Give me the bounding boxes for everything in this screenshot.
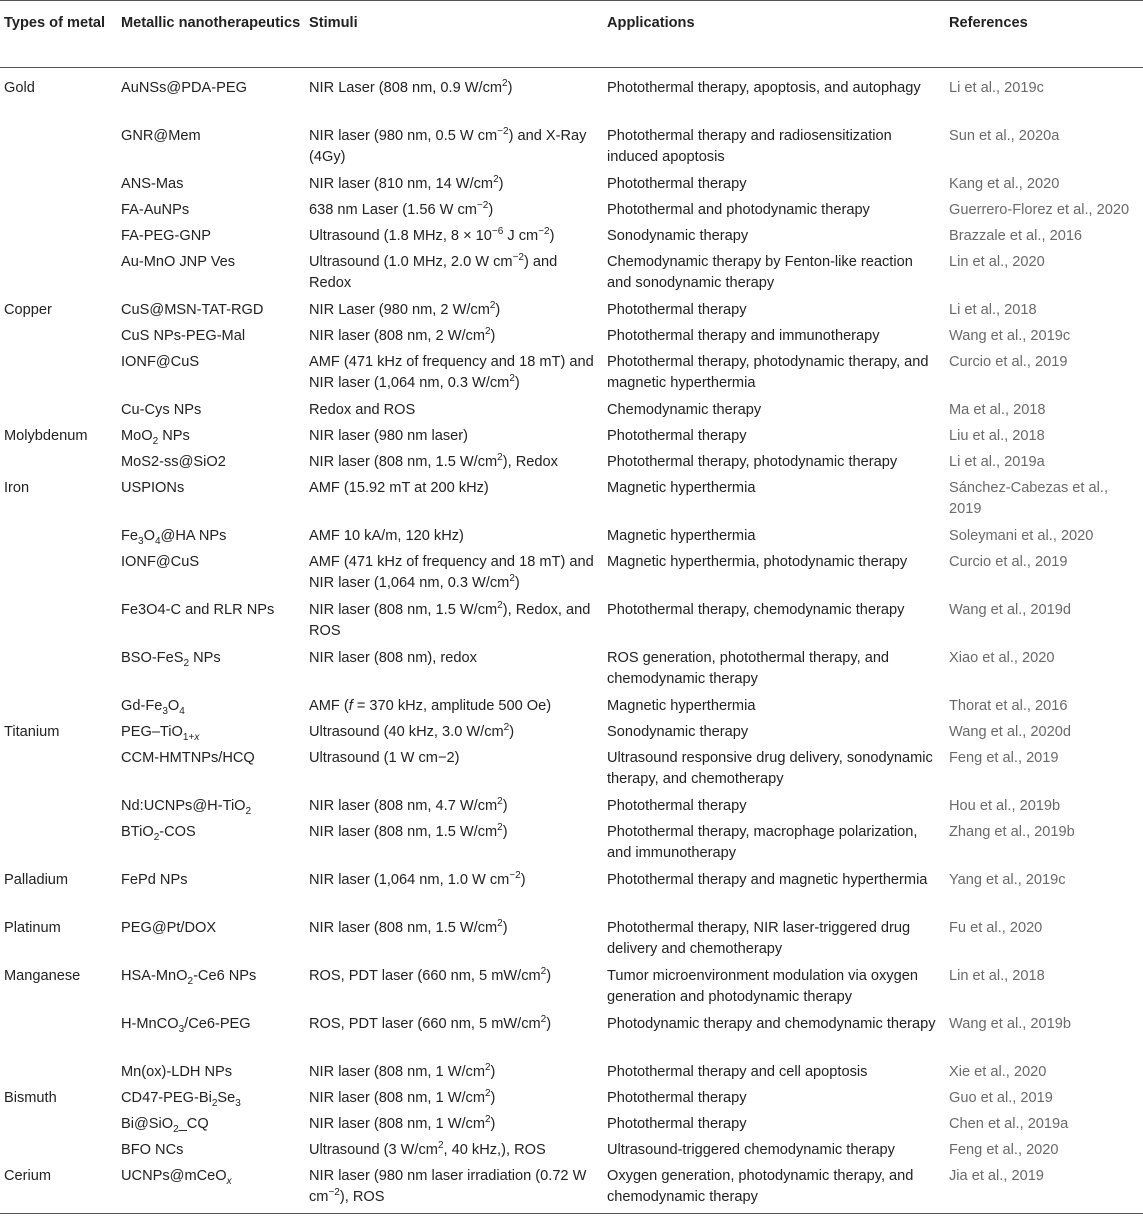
reference-cell: Guerrero-Florez et al., 2020 [949,201,1130,218]
metal-type-cell [0,452,117,478]
metal-type-cell [0,696,117,722]
table-row [0,526,1143,552]
table-header [0,1,1143,68]
table-row [0,68,1143,126]
nanotherapeutic-cell: CCM-HMTNPs/HCQ [121,749,255,766]
table-row [0,478,1143,526]
applications-cell: Photothermal therapy [607,175,747,192]
table-row [0,174,1143,200]
applications-cell: Photothermal therapy, NIR laser-triggered drug delivery and chemotherapy [607,919,911,957]
applications-cell: Photothermal therapy [607,1115,747,1132]
table-body [0,68,1143,1214]
header-metallic-nanotherapeutics: Metallic nanotherapeutics [117,1,305,68]
table-row [0,1114,1143,1140]
metal-type-cell [0,174,117,200]
table-row [0,648,1143,696]
reference-cell: Curcio et al., 2019 [949,353,1068,370]
stimuli-cell: NIR laser (980 nm laser irradiation (0.72 W $cm^{-2}$), ROS [305,1166,603,1214]
metal-type-cell: Molybdenum [4,427,88,444]
metal-type-cell [0,326,117,352]
metal-type-cell [0,796,117,822]
reference-cell: Sánchez-Cabezas et al., 2019 [949,479,1108,517]
stimuli-cell: NIR laser (980 nm, 0.5 W $cm^{-2}$) and X-Ray (4Gy) [309,125,587,165]
table-row [0,1088,1143,1114]
reference-cell: Li et al., 2019a [949,453,1045,470]
applications-cell: Tumor microenvironment modulation via oxygen generation and photodynamic therapy [607,967,918,1005]
stimuli-cell: AMF 10 kA/m, 120 kHz) [309,527,464,544]
applications-cell: ROS generation, photothermal therapy, and chemodynamic therapy [607,649,890,687]
reference-cell: Xiao et al., 2020 [949,649,1055,666]
table-row [0,452,1143,478]
nanotherapeutic-cell: H-MnCO$_3$/Ce6-PEG [121,1015,251,1035]
applications-cell: Photothermal therapy and immunotherapy [607,327,880,344]
reference-cell: Ma et al., 2018 [949,401,1046,418]
metal-type-cell [0,126,117,174]
reference-cell: Chen et al., 2019a [949,1115,1069,1132]
reference-cell: Xie et al., 2020 [949,1063,1047,1080]
metal-type-cell [0,648,117,696]
table-row [0,722,1143,748]
nanotherapeutic-cell: Nd:UCNPs@H-TiO$_2$ [121,797,252,817]
metal-type-cell [0,226,117,252]
applications-cell: Photothermal therapy [607,1089,747,1106]
stimuli-cell: Redox and ROS [309,401,416,418]
table-row [0,1166,1143,1214]
nanotherapeutic-cell: PEG–TiO$_{1+x}$ [121,723,200,743]
nanotherapeutic-cell: Cu-Cys NPs [121,401,202,418]
stimuli-cell: AMF (f = 370 kHz, amplitude 500 Oe) [309,697,552,714]
stimuli-cell: ROS, PDT laser (660 nm, 5 $mW/cm^2$) [309,1013,552,1032]
metal-type-cell: Manganese [4,967,81,984]
header-stimuli: Stimuli [305,1,603,68]
stimuli-cell: ROS, PDT laser (660 nm, 5 $mW/cm^2$) [309,965,552,984]
applications-cell: Photothermal therapy, chemodynamic therapy [607,601,905,618]
applications-cell: Ultrasound-triggered chemodynamic therapy [607,1141,895,1158]
stimuli-cell: 638 nm Laser (1.56 W $cm^{-2}$) [309,199,494,218]
applications-cell: Photothermal therapy and magnetic hyperthermia [607,871,928,888]
table-row [0,226,1143,252]
reference-cell: Guo et al., 2019 [949,1089,1053,1106]
applications-cell: Photothermal therapy and radiosensitization induced apoptosis [607,127,892,165]
stimuli-cell: AMF (471 kHz of frequency and 18 mT) and NIR laser (1,064 nm, 0.3 $W/cm^2$) [309,553,594,591]
metal-type-cell: Titanium [4,723,60,740]
reference-cell: Brazzale et al., 2016 [949,227,1083,244]
stimuli-cell: AMF (471 kHz of frequency and 18 mT) and NIR laser (1,064 nm, 0.3 $W/cm^2$) [309,353,594,391]
stimuli-cell: Ultrasound (40 kHz, 3.0 $W/cm^2$) [309,721,515,740]
reference-cell: Feng et al., 2020 [949,1141,1059,1158]
stimuli-cell: AMF (15.92 mT at 200 kHz) [309,479,489,496]
table-row [0,696,1143,722]
nanotherapeutic-cell: BFO NCs [121,1141,184,1158]
stimuli-cell: Ultrasound (3 $W/cm^2$, 40 kHz,), ROS [309,1139,546,1158]
stimuli-cell: NIR laser (1,064 nm, 1.0 W $cm^{-2}$) [309,869,526,888]
nanotherapeutic-cell: $Gd-Fe_3O_4$ [121,697,185,717]
nanotherapeutic-cell: $CD47-PEG-Bi_2Se_3$ [121,1089,241,1109]
applications-cell: Photothermal therapy [607,427,747,444]
reference-cell: Soleymani et al., 2020 [949,527,1094,544]
metal-type-cell [0,1014,117,1062]
metal-type-cell: Bismuth [4,1089,57,1106]
nanotherapeutic-cell: IONF@CuS [121,553,200,570]
stimuli-cell: NIR laser (808 nm, 4.7 $W/cm^2$) [309,795,508,814]
metal-type-cell [0,200,117,226]
reference-cell: Li et al., 2018 [949,301,1037,318]
metal-type-cell [0,400,117,426]
table-row [0,552,1143,600]
table-row [0,966,1143,1014]
metal-type-cell [0,822,117,870]
applications-cell: Magnetic hyperthermia, photodynamic therapy [607,553,908,570]
table-row [0,600,1143,648]
reference-cell: Lin et al., 2018 [949,967,1045,984]
metal-type-cell [0,748,117,796]
stimuli-cell: NIR Laser (808 nm, 0.9 $W/cm^2$) [309,78,513,96]
reference-cell: Wang et al., 2019b [949,1015,1071,1032]
stimuli-cell: NIR laser (808 nm, 1.5 $W/cm^2$), Redox [309,451,558,470]
reference-cell: Wang et al., 2019c [949,327,1071,344]
metal-type-cell [0,600,117,648]
table-row [0,1062,1143,1088]
nanotherapeutic-cell: FA-AuNPs [121,201,190,218]
metal-type-cell: Platinum [4,919,61,936]
reference-cell: Liu et al., 2018 [949,427,1045,444]
applications-cell: Oxygen generation, photodynamic therapy, and chemodynamic therapy [603,1166,945,1214]
nanotherapeutic-cell: ANS-Mas [121,175,184,192]
table-row [0,426,1143,452]
reference-cell: Li et al., 2019c [949,80,1044,96]
nanotherapeutic-cell: MoS2-ss@SiO2 [121,453,226,470]
metal-type-cell [0,1062,117,1088]
metal-type-cell: Iron [4,479,30,496]
table-row [0,300,1143,326]
stimuli-cell: NIR Laser (980 nm, 2 $W/cm^2$) [309,299,501,318]
reference-cell: Jia et al., 2019 [945,1166,1143,1214]
nanotherapeutic-cell: CuS@MSN-TAT-RGD [121,301,264,318]
table-row [0,1014,1143,1062]
table-row [0,126,1143,174]
metal-type-cell [0,1114,117,1140]
applications-cell: Magnetic hyperthermia [607,527,756,544]
table-row [0,822,1143,870]
applications-cell: Chemodynamic therapy [607,401,762,418]
nanotherapeutic-cell: AuNSs@PDA-PEG [121,80,247,96]
stimuli-cell: NIR laser (810 nm, 14 $W/cm^2$) [309,173,504,192]
reference-cell: Thorat et al., 2016 [949,697,1068,714]
metal-type-cell [0,352,117,400]
applications-cell: Photothermal therapy and cell apoptosis [607,1063,868,1080]
applications-cell: Magnetic hyperthermia [607,697,756,714]
applications-cell: Photothermal therapy, photodynamic therapy [607,453,898,470]
stimuli-cell: Ultrasound (1.0 MHz, 2.0 W $cm^{-2}$) and Redox [309,251,558,291]
metal-type-cell [0,552,117,600]
applications-cell: Photodynamic therapy and chemodynamic therapy [607,1015,936,1032]
nanotherapeutic-cell: GNR@Mem [121,127,201,144]
header-references: References [945,1,1143,68]
table-row [0,796,1143,822]
nanotherapeutic-cell: PEG@Pt/DOX [121,919,217,936]
reference-cell: Feng et al., 2019 [949,749,1059,766]
stimuli-cell: NIR laser (808 nm, 1.5 $W/cm^2$) [309,917,508,936]
table-row [0,326,1143,352]
nanotherapeutic-cell: $Fe_3O_4@HA$ NPs [121,527,227,547]
reference-cell: Sun et al., 2020a [949,127,1060,144]
applications-cell: Ultrasound responsive drug delivery, sonodynamic therapy, and chemotherapy [607,749,933,787]
reference-cell: Wang et al., 2020d [949,723,1071,740]
reference-cell: Fu et al., 2020 [949,919,1043,936]
nanotherapeutic-cell: Bi@SiO$_2$_CQ [121,1115,209,1135]
applications-cell: Photothermal therapy, macrophage polarization, and immunotherapy [607,823,918,861]
nanotherapeutic-cell: Mn(ox)-LDH NPs [121,1063,233,1080]
stimuli-cell: NIR laser (808 nm), redox [309,649,477,666]
applications-cell: Photothermal therapy [607,301,747,318]
applications-cell: Chemodynamic therapy by Fenton-like reaction and sonodynamic therapy [607,253,913,291]
nanotherapeutic-cell: Fe3O4-C and RLR NPs [121,601,275,618]
nanotherapeutic-cell: UCNPs@mCeO$_x$ [117,1166,305,1214]
stimuli-cell: NIR laser (808 nm, 1 $W/cm^2$) [309,1061,496,1080]
stimuli-cell: NIR laser (980 nm laser) [309,427,468,444]
applications-cell: Sonodynamic therapy [607,227,749,244]
stimuli-cell: Ultrasound (1 W cm−2) [309,749,460,766]
stimuli-cell: NIR laser (808 nm, 1 $W/cm^2$) [309,1087,496,1106]
reference-cell: Wang et al., 2019d [949,601,1071,618]
nanotherapeutic-cell: MoO$_2$ NPs [121,427,190,447]
applications-cell: Photothermal therapy [607,797,747,814]
reference-cell: Curcio et al., 2019 [949,553,1068,570]
reference-cell: Hou et al., 2019b [949,797,1061,814]
header-row [0,1,1143,68]
table-row [0,870,1143,918]
stimuli-cell: Ultrasound (1.8 MHz, $8 \times 10^{-6}$ J $cm^{-2}$) [309,225,555,244]
nanotherapeutic-cell: FA-PEG-GNP [121,227,212,244]
nanotherapeutic-cell: CuS NPs-PEG-Mal [121,327,246,344]
nanotherapeutic-cell: BTiO$_2$-COS [121,823,196,843]
nanotherapeutic-cell: USPIONs [121,479,185,496]
metal-type-cell [0,1140,117,1166]
metal-type-cell: Gold [4,80,35,96]
header-applications: Applications [603,1,945,68]
nanotherapeutic-cell: HSA-MnO$_2$-Ce6 NPs [121,967,257,987]
applications-cell: Photothermal therapy, apoptosis, and autophagy [607,80,921,96]
metal-type-cell [0,252,117,300]
table-row [0,748,1143,796]
applications-cell: Sonodynamic therapy [607,723,749,740]
metal-type-cell [0,526,117,552]
applications-cell: Magnetic hyperthermia [607,479,756,496]
metal-type-cell: Cerium [0,1166,117,1214]
nanotherapeutic-cell: IONF@CuS [121,353,200,370]
reference-cell: Kang et al., 2020 [949,175,1060,192]
header-types-of-metal: Types of metal [0,1,117,68]
table-row [0,400,1143,426]
stimuli-cell: NIR laser (808 nm, 2 $W/cm^2$) [309,325,496,344]
reference-cell: Yang et al., 2019c [949,871,1066,888]
nanotherapeutic-cell: FePd NPs [121,871,188,888]
applications-cell: Photothermal and photodynamic therapy [607,201,870,218]
nanotherapeutic-cell: Au-MnO JNP Ves [121,253,236,270]
applications-cell: Photothermal therapy, photodynamic therapy, and magnetic hyperthermia [607,353,929,391]
stimuli-cell: NIR laser (808 nm, 1.5 $W/cm^2$), Redox, and ROS [309,599,591,639]
metal-type-cell: Copper [4,301,52,318]
table-row [0,252,1143,300]
table-row [0,918,1143,966]
reference-cell: Lin et al., 2020 [949,253,1045,270]
table-row [0,200,1143,226]
metal-type-cell: Palladium [4,871,69,888]
table-row [0,352,1143,400]
table-row [0,1140,1143,1166]
stimuli-cell: NIR laser (808 nm, 1.5 $W/cm^2$) [309,821,508,840]
stimuli-cell: NIR laser (808 nm, 1 $W/cm^2$) [309,1113,496,1132]
reference-cell: Zhang et al., 2019b [949,823,1075,840]
nanotherapeutic-cell: BSO-FeS$_2$ NPs [121,649,221,669]
